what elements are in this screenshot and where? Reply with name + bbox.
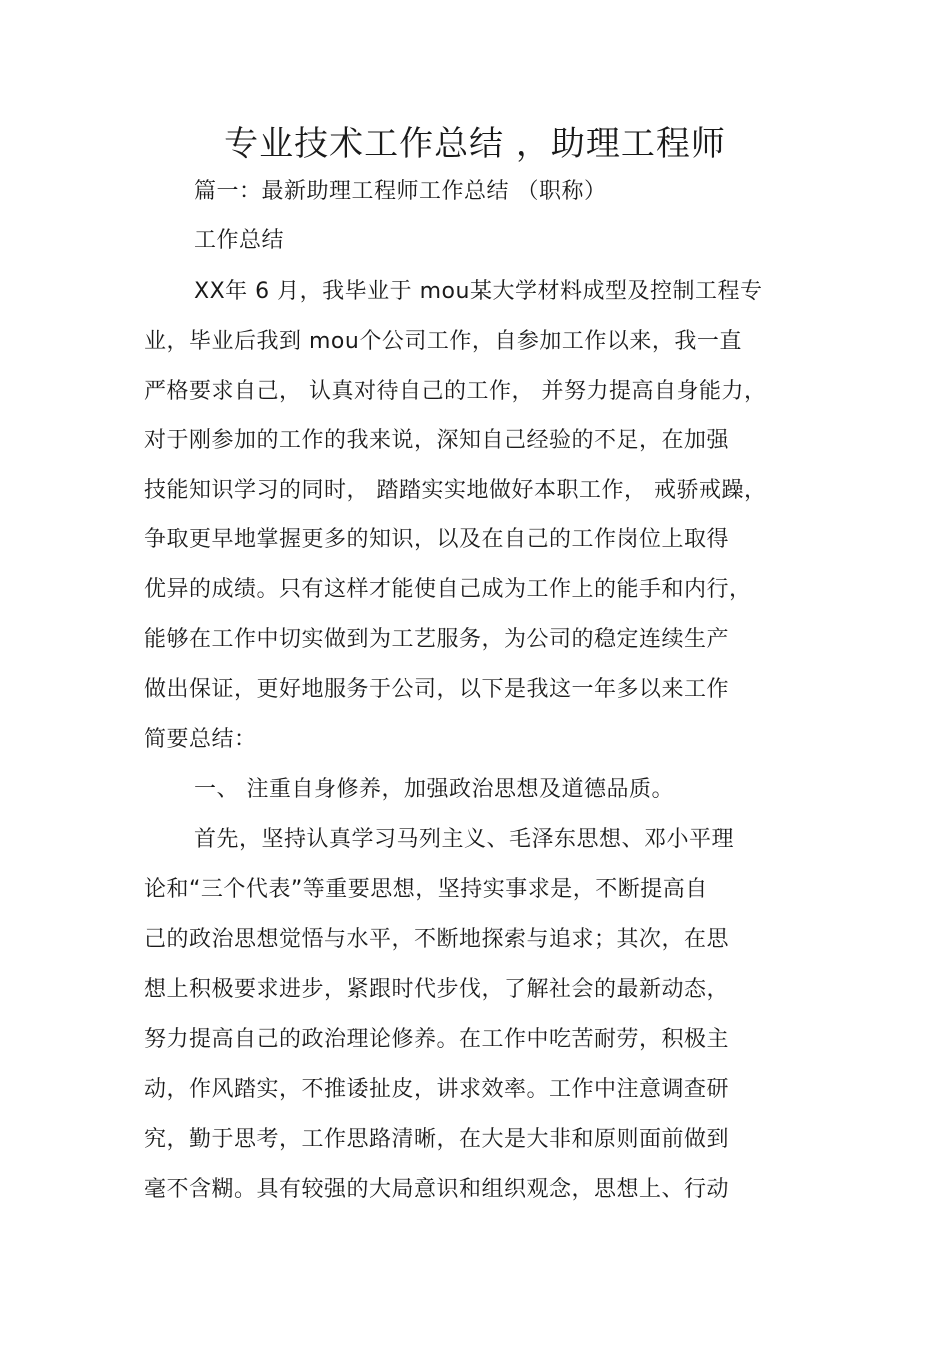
section-heading: 一、 注重自身修养，加强政治思想及道德品质。 <box>194 777 674 802</box>
text-line: 工作总结 <box>194 228 285 253</box>
text-line: 做出保证，更好地服务于公司，以下是我这一年多以来工作 <box>144 677 730 702</box>
text-line: 首先，坚持认真学习马列主义、毛泽东思想、邓小平理 <box>194 827 735 852</box>
text-line: 争取更早地掌握更多的知识，以及在自己的工作岗位上取得 <box>144 527 730 552</box>
document-title: 专业技术工作总结 ，助理工程师 <box>224 124 726 164</box>
text-line: 对于刚参加的工作的我来说，深知自己经验的不足，在加强 <box>144 428 730 453</box>
text-line: 篇一：最新助理工程师工作总结 （职称） <box>194 179 607 204</box>
text-line: 技能知识学习的同时， 踏踏实实地做好本职工作， 戒骄戒躁， <box>144 478 767 503</box>
text-line: 优异的成绩。只有这样才能使自己成为工作上的能手和内行， <box>144 577 752 602</box>
text-line: 严格要求自己， 认真对待自己的工作， 并努力提高自身能力， <box>144 379 767 404</box>
text-line: 能够在工作中切实做到为工艺服务，为公司的稳定连续生产 <box>144 627 730 652</box>
text-line: 努力提高自己的政治理论修养。在工作中吃苦耐劳，积极主 <box>144 1027 730 1052</box>
text-line: 动，作风踏实，不推诿扯皮，讲求效率。工作中注意调查研 <box>144 1077 730 1102</box>
text-line: 业，毕业后我到 mou个公司工作，自参加工作以来，我一直 <box>144 329 742 354</box>
text-line: 毫不含糊。具有较强的大局意识和组织观念，思想上、行动 <box>144 1177 730 1202</box>
text-line: 论和“三个代表”等重要思想，坚持实事求是，不断提高自 <box>144 877 708 902</box>
text-line: 想上积极要求进步，紧跟时代步伐，了解社会的最新动态， <box>144 977 730 1002</box>
text-line: XX年 6 月，我毕业于 mou某大学材料成型及控制工程专 <box>194 279 763 304</box>
text-line: 己的政治思想觉悟与水平，不断地探索与追求；其次，在思 <box>144 927 730 952</box>
text-line: 简要总结： <box>144 727 257 752</box>
text-line: 究，勤于思考，工作思路清晰，在大是大非和原则面前做到 <box>144 1127 730 1152</box>
